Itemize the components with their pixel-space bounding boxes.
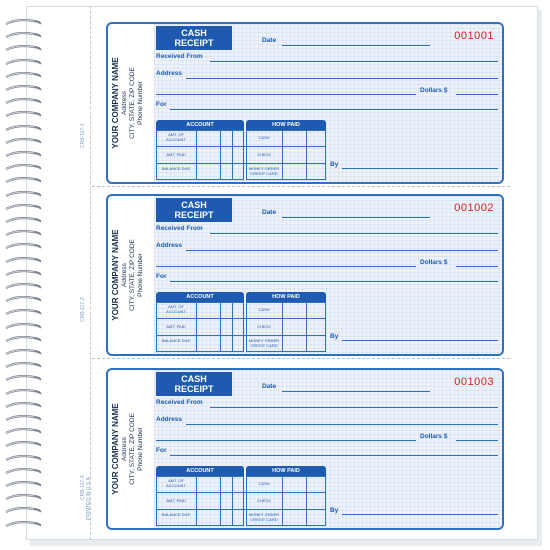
- spiral-coil: [4, 335, 42, 344]
- dollars-line[interactable]: [456, 440, 498, 441]
- by-line[interactable]: [342, 340, 498, 341]
- spiral-coil: [4, 348, 42, 357]
- date-line[interactable]: [282, 217, 430, 218]
- spiral-coil: [4, 414, 42, 423]
- for-label: For: [156, 273, 167, 280]
- receipt-title: [156, 198, 232, 222]
- stub-code-2: CRB-117-2: [80, 297, 86, 322]
- how-paid-header: HOW PAID: [246, 120, 326, 130]
- money-order-label: MONEY ORDER CREDIT CARD: [248, 338, 280, 348]
- spiral-coil: [4, 190, 42, 199]
- date-line[interactable]: [282, 391, 430, 392]
- date-line[interactable]: [282, 45, 430, 46]
- amt-of-account-label: AMT. OF ACCOUNT: [166, 132, 186, 142]
- spiral-coil: [4, 467, 42, 476]
- tear-line-1: [92, 186, 510, 187]
- amount-words-line[interactable]: [156, 266, 416, 267]
- col-divider: [232, 130, 233, 180]
- cash-label: CASH: [258, 481, 270, 486]
- company-name: YOUR COMPANY NAME: [111, 229, 120, 321]
- cash-receipt-3: [106, 368, 504, 530]
- check-label: CHECK: [256, 152, 271, 157]
- spiral-coil: [4, 506, 42, 515]
- account-header: ACCOUNT: [156, 120, 244, 130]
- col-divider: [282, 476, 283, 526]
- for-line[interactable]: [170, 109, 498, 110]
- receipt-number: 001001: [454, 30, 494, 42]
- col-divider: [220, 302, 221, 352]
- receipt-body: [154, 196, 502, 354]
- date-label: Date: [262, 37, 277, 44]
- stub-code-3: CRB-117-3: [80, 475, 86, 500]
- dollars-label: Dollars $: [420, 433, 448, 440]
- amt-paid-label: AMT. PAID: [166, 324, 186, 329]
- company-city-line: CITY, STATE, ZIP CODE: [129, 239, 136, 311]
- check-label: CHECK: [256, 324, 271, 329]
- cash-label: CASH: [258, 135, 270, 140]
- spiral-coil: [4, 295, 42, 304]
- money-order-label: MONEY ORDER CREDIT CARD: [248, 166, 280, 176]
- row-divider: [156, 318, 326, 319]
- received-from-label: Received From: [156, 53, 203, 60]
- company-name: YOUR COMPANY NAME: [111, 403, 120, 495]
- company-phone: Phone Number: [137, 81, 144, 125]
- row-divider: [156, 335, 326, 336]
- spiral-coil: [4, 308, 42, 317]
- col-divider: [232, 476, 233, 526]
- receipt-body: [154, 24, 502, 182]
- amt-of-account-label: AMT. OF ACCOUNT: [166, 304, 186, 314]
- row-divider: [156, 509, 326, 510]
- spiral-coil: [4, 322, 42, 331]
- title-line-2: RECEIPT: [174, 38, 214, 48]
- spiral-coil: [4, 454, 42, 463]
- spiral-coil: [4, 124, 42, 133]
- spiral-coil: [4, 31, 42, 40]
- spiral-coil: [4, 203, 42, 212]
- company-block: [110, 28, 156, 178]
- row-divider: [156, 146, 326, 147]
- amt-of-account-label: AMT. OF ACCOUNT: [166, 478, 186, 488]
- how-paid-header: HOW PAID: [246, 292, 326, 302]
- company-phone: Phone Number: [137, 253, 144, 297]
- address-label: Address: [156, 242, 183, 249]
- spiral-coil: [4, 427, 42, 436]
- title-line-2: RECEIPT: [174, 384, 214, 394]
- received-from-line[interactable]: [210, 407, 498, 408]
- printed-in-usa: PRINTED IN U.S.A.: [86, 475, 92, 520]
- account-header: ACCOUNT: [156, 292, 244, 302]
- company-city-line: CITY, STATE, ZIP CODE: [129, 413, 136, 485]
- for-line[interactable]: [170, 281, 498, 282]
- date-label: Date: [262, 209, 277, 216]
- spiral-coil: [4, 282, 42, 291]
- spiral-coil: [4, 110, 42, 119]
- check-label: CHECK: [256, 498, 271, 503]
- col-divider: [196, 130, 197, 180]
- col-divider: [232, 302, 233, 352]
- amount-words-line[interactable]: [156, 94, 416, 95]
- address-line[interactable]: [186, 250, 498, 251]
- received-from-label: Received From: [156, 225, 203, 232]
- received-from-line[interactable]: [210, 233, 498, 234]
- spiral-coil: [4, 493, 42, 502]
- title-line-1: CASH: [181, 28, 207, 38]
- received-from-line[interactable]: [210, 61, 498, 62]
- balance-due-label: BALANCE DUE: [161, 338, 191, 343]
- col-divider: [196, 476, 197, 526]
- account-table: [156, 292, 328, 354]
- stub-perforation: [90, 6, 91, 540]
- amt-paid-label: AMT. PAID: [166, 152, 186, 157]
- company-phone: Phone Number: [137, 427, 144, 471]
- company-name: YOUR COMPANY NAME: [111, 57, 120, 149]
- title-line-1: CASH: [181, 200, 207, 210]
- balance-due-label: BALANCE DUE: [161, 166, 191, 171]
- spiral-coil: [4, 176, 42, 185]
- received-from-label: Received From: [156, 399, 203, 406]
- spiral-coil: [4, 440, 42, 449]
- by-line[interactable]: [342, 514, 498, 515]
- for-label: For: [156, 101, 167, 108]
- spiral-coil: [4, 216, 42, 225]
- account-table: [156, 120, 328, 182]
- stub-code-1: CRB-117-1: [80, 123, 86, 148]
- company-city-line: CITY, STATE, ZIP CODE: [129, 67, 136, 139]
- spiral-coil: [4, 84, 42, 93]
- spiral-coil: [4, 71, 42, 80]
- by-label: By: [330, 161, 339, 168]
- address-line[interactable]: [186, 78, 498, 79]
- cash-label: CASH: [258, 307, 270, 312]
- company-block: [110, 200, 156, 350]
- by-line[interactable]: [342, 168, 498, 169]
- spiral-coil: [4, 256, 42, 265]
- spiral-coil: [4, 58, 42, 67]
- company-address: Address: [121, 91, 128, 115]
- address-label: Address: [156, 416, 183, 423]
- receipt-body: [154, 370, 502, 528]
- cash-receipt-1: [106, 22, 504, 184]
- for-label: For: [156, 447, 167, 454]
- amt-paid-label: AMT. PAID: [166, 498, 186, 503]
- spiral-coil: [4, 229, 42, 238]
- spiral-coil: [4, 269, 42, 278]
- date-label: Date: [262, 383, 277, 390]
- address-line[interactable]: [186, 424, 498, 425]
- col-divider: [306, 302, 307, 352]
- money-order-label: MONEY ORDER CREDIT CARD: [248, 512, 280, 522]
- tear-line-2: [92, 358, 510, 359]
- col-divider: [196, 302, 197, 352]
- spiral-coil: [4, 401, 42, 410]
- how-paid-header: HOW PAID: [246, 466, 326, 476]
- spiral-coil: [4, 374, 42, 383]
- spiral-coil: [4, 163, 42, 172]
- spiral-coil: [4, 44, 42, 53]
- receipt-number: 001003: [454, 376, 494, 388]
- company-address: Address: [121, 263, 128, 287]
- amount-words-line[interactable]: [156, 440, 416, 441]
- balance-due-label: BALANCE DUE: [161, 512, 191, 517]
- spiral-coil: [4, 137, 42, 146]
- company-address: Address: [121, 437, 128, 461]
- col-divider: [282, 130, 283, 180]
- cash-receipt-2: [106, 194, 504, 356]
- spiral-coil: [4, 480, 42, 489]
- spiral-coil: [4, 18, 42, 27]
- spiral-coil: [4, 242, 42, 251]
- spiral-coil: [4, 150, 42, 159]
- col-divider: [306, 476, 307, 526]
- dollars-label: Dollars $: [420, 259, 448, 266]
- for-line[interactable]: [170, 455, 498, 456]
- col-divider: [220, 476, 221, 526]
- dollars-line[interactable]: [456, 266, 498, 267]
- row-divider: [156, 163, 326, 164]
- title-line-1: CASH: [181, 374, 207, 384]
- by-label: By: [330, 507, 339, 514]
- company-block: [110, 374, 156, 524]
- dollars-line[interactable]: [456, 94, 498, 95]
- col-divider: [306, 130, 307, 180]
- col-divider: [220, 130, 221, 180]
- dollars-label: Dollars $: [420, 87, 448, 94]
- spiral-coil: [4, 388, 42, 397]
- by-label: By: [330, 333, 339, 340]
- account-header: ACCOUNT: [156, 466, 244, 476]
- spiral-coil: [4, 361, 42, 370]
- spiral-coil: [4, 97, 42, 106]
- col-divider: [282, 302, 283, 352]
- address-label: Address: [156, 70, 183, 77]
- spiral-coil: [4, 520, 42, 529]
- row-divider: [156, 492, 326, 493]
- receipt-title: [156, 26, 232, 50]
- receipt-number: 001002: [454, 202, 494, 214]
- title-line-2: RECEIPT: [174, 210, 214, 220]
- receipt-title: [156, 372, 232, 396]
- account-table: [156, 466, 328, 528]
- spiral-binding: [4, 10, 44, 535]
